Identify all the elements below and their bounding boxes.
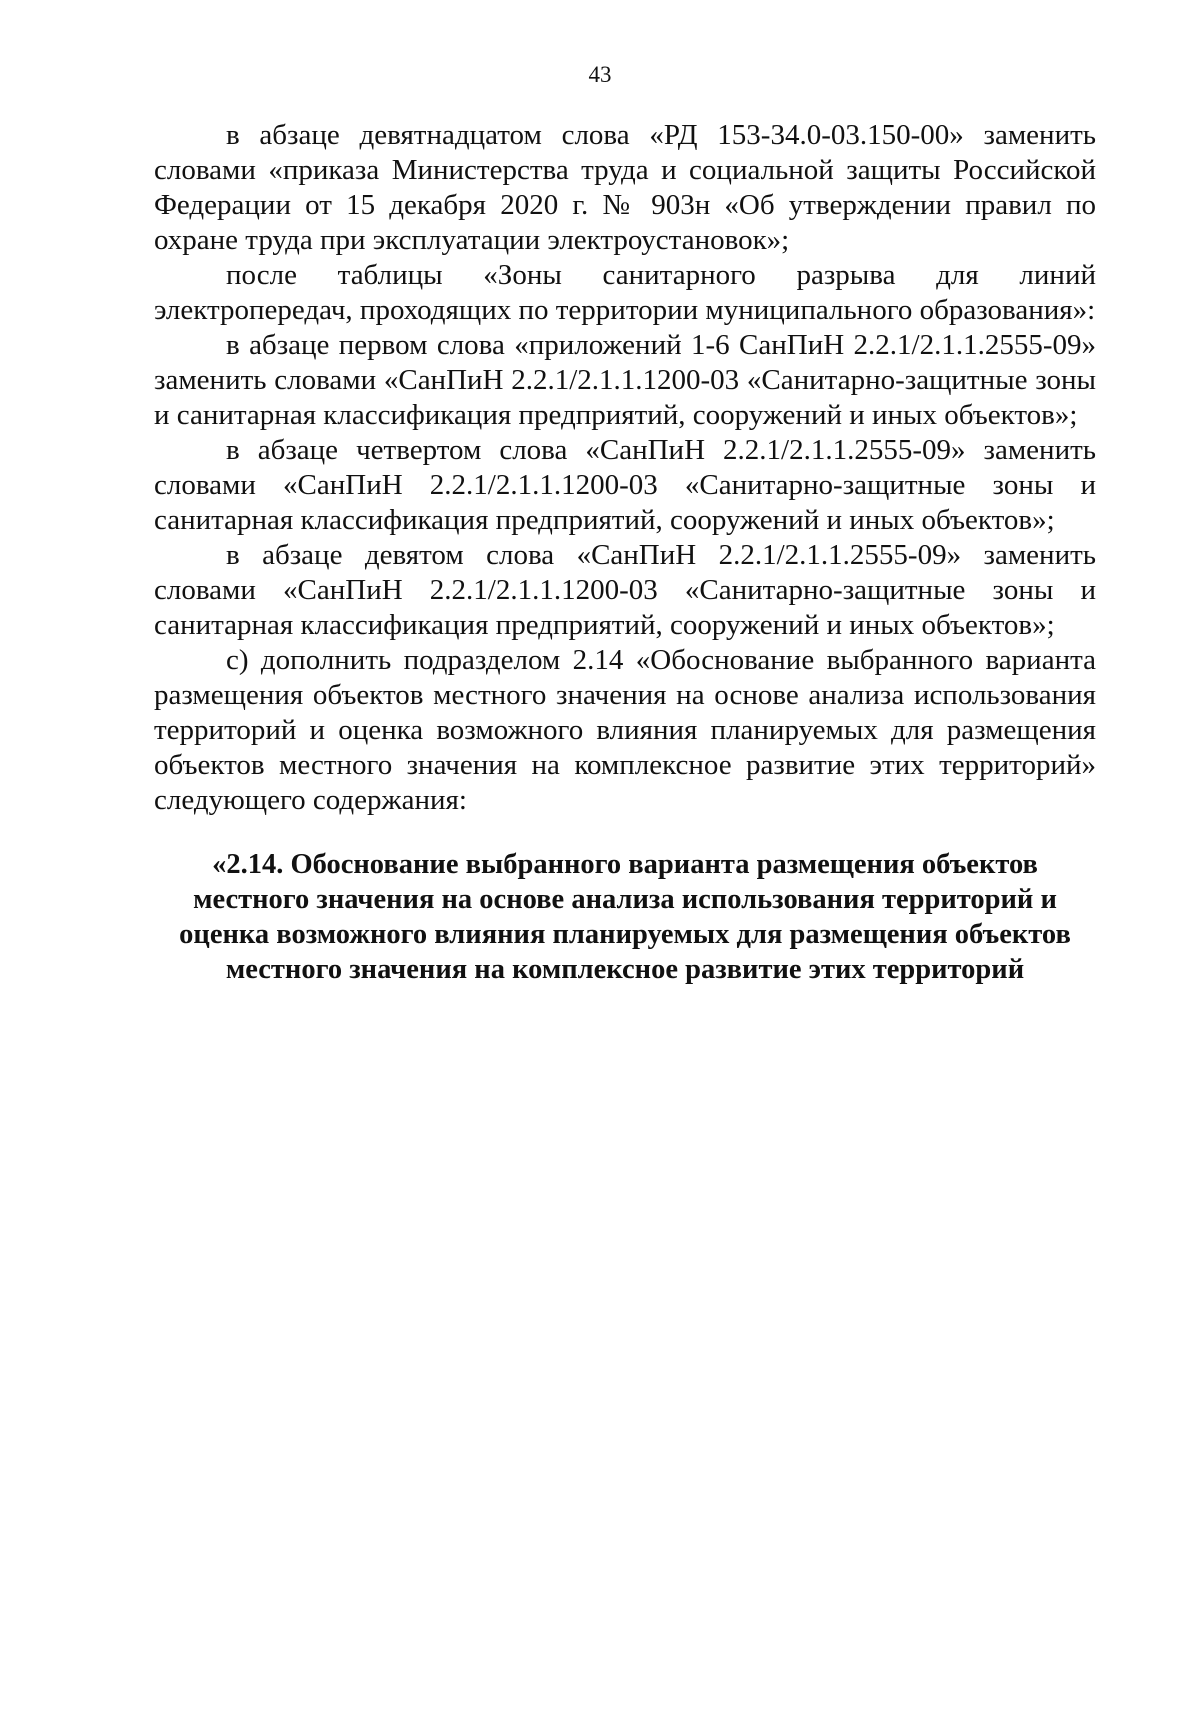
paragraph-fourth-abzac: в абзаце четвертом слова «СанПиН 2.2.1/2.1.1.2555-09» заменить словами «СанПиН 2.2.1/2.1.1.1200-03 «Санитарно-защитные зоны и санитарная классификация предприятий, сооружений и иных объектов»; [154, 434, 1096, 536]
page-number: 43 [588, 62, 612, 87]
paragraph-first-abzac: в абзаце первом слова «приложений 1-6 СанПиН 2.2.1/2.1.1.2555-09» заменить словами «СанПиН 2.2.1/2.1.1.1200-03 «Санитарно-защитные зоны и санитарная классификация предприятий, сооружений и иных объектов»; [154, 329, 1096, 431]
heading-line: местного значения на комплексное развитие этих территорий [225, 954, 1025, 985]
section-heading [140, 847, 1110, 987]
heading-line: местного значения на основе анализа использования территорий и [193, 884, 1057, 915]
document-body [154, 118, 1096, 818]
paragraph-ninth-abzac: в абзаце девятом слова «СанПиН 2.2.1/2.1.1.2555-09» заменить словами «СанПиН 2.2.1/2.1.1.1200-03 «Санитарно-защитные зоны и санитарная классификация предприятий, сооружений и иных объектов»; [154, 539, 1096, 641]
paragraph-after-table: после таблицы «Зоны санитарного разрыва для линий электропередач, проходящих по территории муниципального образования»: [154, 259, 1096, 326]
heading-line: «2.14. Обоснование выбранного варианта размещения объектов [212, 849, 1038, 880]
heading-line: оценка возможного влияния планируемых для размещения объектов [179, 919, 1071, 950]
paragraph-rd-replacement: в абзаце девятнадцатом слова «РД 153-34.0-03.150-00» заменить словами «приказа Министерства труда и социальной защиты Российской Федерации от 15 декабря 2020 г. № 903н «Об утверждении правил по охране труда при эксплуатации электроустановок»; [154, 119, 1096, 256]
paragraph-add-subsection: с) дополнить подразделом 2.14 «Обоснование выбранного варианта размещения объектов местного значения на основе анализа использования территорий и оценка возможного влияния планируемых для размещения объектов местного значения на комплексное развитие этих территорий» следующего содержания: [154, 644, 1096, 816]
